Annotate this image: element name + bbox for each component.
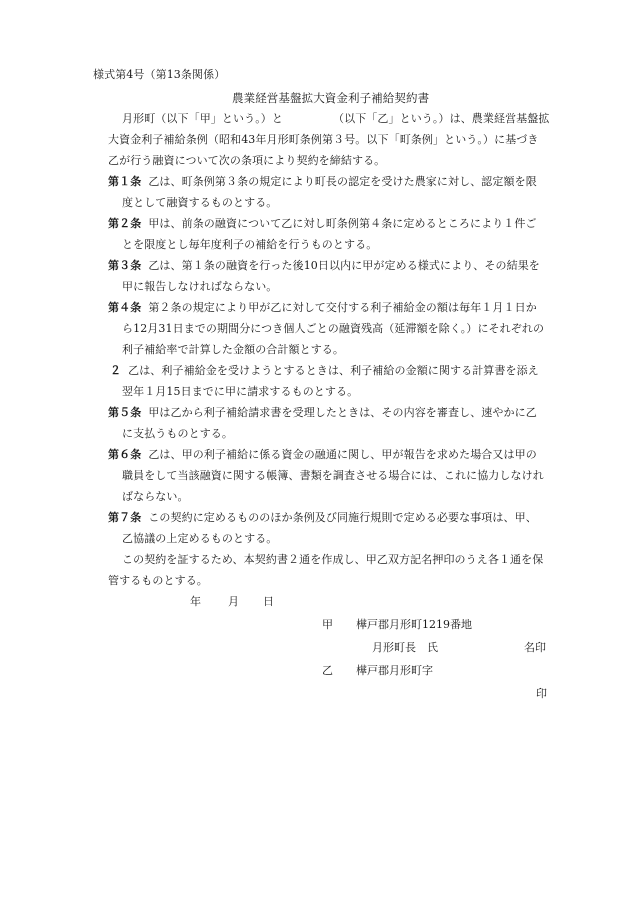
date-month: 月 [228, 595, 239, 608]
article-4-line-2: ら12月31日までの期間分につき個人ごとの融資残高（延滞額を除く。）にそれぞれの [122, 322, 545, 335]
article-6-line-3: ばならない。 [122, 490, 189, 503]
party-a-mark: 甲 [322, 618, 333, 631]
article-4-paragraph-2 [110, 364, 539, 378]
article-6-line-1: 乙は、甲の利子補給に係る資金の融通に関し、甲が報告を求めた場合又は甲の [148, 448, 537, 461]
form-number: 様式第4号（第13条関係） [93, 68, 226, 81]
preamble-line-2: 大資金利子補給条例（昭和43年月形町条例第３号。以下「町条例」という。）に基づき [108, 133, 539, 146]
article-2-line-2: とを限度とし毎年度利子の補給を行うものとする。 [122, 238, 378, 251]
article-2-label: 第２条 [108, 217, 142, 230]
article-1 [108, 175, 537, 189]
article-3-line-1: 乙は、第１条の融資を行った後10日以内に甲が定める様式により、その結果を [148, 259, 540, 272]
article-7-line-2: 乙協議の上定めるものとする。 [122, 532, 278, 545]
paragraph-2-line-1: 乙は、利子補給金を受けようとするときは、利子補給の金額に関する計算書を添え [128, 364, 539, 377]
article-7-label: 第７条 [108, 511, 142, 524]
article-6-line-2: 職員をして当該融資に関する帳簿、書類を調査させる場合には、これに協力しなけれ [122, 469, 544, 482]
date-day: 日 [263, 595, 274, 608]
preamble-line-3: 乙が行う融資について次の条項により契約を締結する。 [108, 154, 386, 167]
article-5-label: 第５条 [108, 406, 142, 419]
paragraph-2-line-2: 翌年１月15日までに甲に請求するものとする。 [122, 385, 359, 398]
article-6-label: 第６条 [108, 448, 142, 461]
date-year: 年 [190, 595, 201, 608]
article-2-line-1: 甲は、前条の融資について乙に対し町条例第４条に定めるところにより１件ご [148, 217, 537, 230]
article-3 [108, 259, 540, 273]
article-4-label: 第４条 [108, 301, 142, 314]
party-b-seal: 印 [536, 687, 547, 700]
article-5 [108, 406, 537, 420]
closing-line-2: 管するものとする。 [108, 574, 208, 587]
party-a-seal: 名印 [524, 641, 546, 654]
party-a-title: 月形町長 氏 [372, 641, 438, 654]
article-1-label: 第１条 [108, 175, 142, 188]
party-b-address: 樺戸郡月形町字 [356, 664, 433, 677]
article-6 [108, 448, 537, 462]
preamble-line-1: 月形町（以下「甲」という。）と （以下「乙」という。）は、農業経営基盤拡 [122, 112, 550, 125]
article-7-line-1: この契約に定めるもののほか条例及び同施行規則で定める必要な事項は、甲、 [148, 511, 537, 524]
closing-line-1: この契約を証するため、本契約書２通を作成し、甲乙双方記名押印のうえ各１通を保 [122, 553, 544, 566]
article-1-line-1: 乙は、町条例第３条の規定により町長の認定を受けた農家に対し、認定額を限 [148, 175, 537, 188]
party-b-mark: 乙 [322, 664, 333, 677]
article-5-line-2: に支払うものとする。 [122, 427, 233, 440]
article-4-line-1: 第２条の規定により甲が乙に対して交付する利子補給金の額は毎年１月１日か [148, 301, 537, 314]
article-2 [108, 217, 537, 231]
article-5-line-1: 甲は乙から利子補給請求書を受理したときは、その内容を審査し、速やかに乙 [148, 406, 537, 419]
article-3-line-2: 甲に報告しなければならない。 [122, 280, 278, 293]
article-7 [108, 511, 537, 525]
article-4 [108, 301, 537, 315]
party-a-address: 樺戸郡月形町1219番地 [356, 618, 472, 631]
article-4-line-3: 利子補給率で計算した金額の合計額とする。 [122, 343, 344, 356]
article-1-line-2: 度として融資するものとする。 [122, 196, 278, 209]
paragraph-2-label: ２ [110, 364, 122, 377]
article-3-label: 第３条 [108, 259, 142, 272]
document-title: 農業経営基盤拡大資金利子補給契約書 [232, 91, 430, 105]
